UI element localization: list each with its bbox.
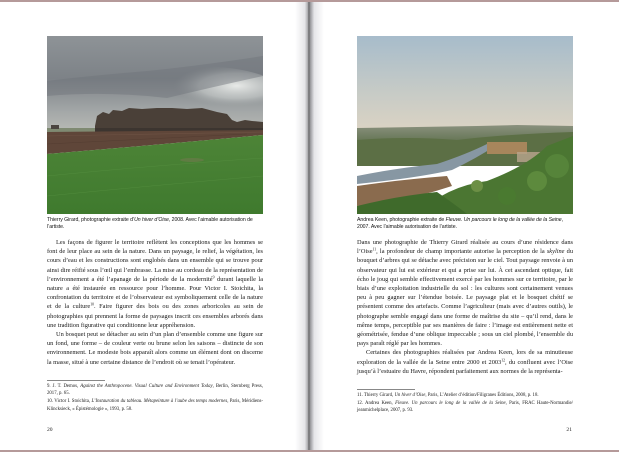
italic-text: skyline xyxy=(546,248,565,256)
paragraph xyxy=(357,348,573,376)
caption-text-end: , 2008. Avec l’aimable autorisation de l’artiste. xyxy=(47,217,253,230)
footnote xyxy=(47,398,263,413)
text-run: Les façons de figurer le territoire reflètent les conceptions que les hommes se font de leur place au sein de la nature. Dans un paysage, le relief, la végétation, les cours d’eau et les constructions sont englobés dans un ensemble qui se trouve pour ainsi dire réifié sous l’œil qui l’embrasse. La mise au cordeau de la représentation de l’environnement a été l’apanage de la période de la modernité xyxy=(47,239,263,283)
footnotes xyxy=(357,392,573,415)
text-run: durant laquelle la nature a été instaurée en ressource pour l’homme. Pour Victor I. Stoichita, la confrontation du territoire et de l’observateur est symboliquement celle de la nature et de la culture xyxy=(47,275,264,311)
footnote-text: , Berlin, Sternberg Press, 2017, p. 65. xyxy=(47,384,263,397)
photo-winter-landscape xyxy=(47,36,263,214)
footnote xyxy=(47,383,263,398)
body-text xyxy=(47,238,263,367)
footnote xyxy=(357,392,573,399)
text-run: , du confluent avec l’Oise jusqu’à l’estuaire du Havre, répondent parfaitement aux normes de la représenta- xyxy=(357,358,573,375)
footnote-title: L’Instauration du tableau. Métapeinture à l’aube des temps modernes xyxy=(91,399,228,405)
photo-seine-valley xyxy=(357,36,573,214)
footnote-separator xyxy=(357,389,415,390)
footnote xyxy=(357,400,573,415)
book-spine xyxy=(308,2,310,450)
photo-caption xyxy=(357,217,573,230)
footnote-reference: 12 xyxy=(501,358,506,363)
caption-title: Fleuve. Un parcours le long de la vallée de la Seine xyxy=(445,217,562,223)
footnote-reference: 10 xyxy=(90,302,95,307)
footnote-text: , Paris, L’Atelier d’édition/Filigranes Éditions, 2008, p. 18. xyxy=(425,393,539,398)
footnote-title: Against the Anthropocene. Visual Culture and Environment Today xyxy=(80,384,213,389)
page-number: 20 xyxy=(47,427,53,433)
footnote-title: Un hiver d’Oise xyxy=(394,393,426,398)
paragraph xyxy=(47,238,263,330)
caption-text-end: , 2007. Avec l’aimable autorisation de l’artiste. xyxy=(357,217,563,230)
body-text xyxy=(357,238,573,376)
text-run: Certaines des photographies réalisées par Andrea Keen, lors de sa minutieuse exploration de la vallée de la Seine entre 2000 et 2003 xyxy=(357,349,573,366)
photo-seine-valley-image xyxy=(357,36,573,214)
right-page xyxy=(310,2,619,450)
caption-title: Un hiver d’Oise xyxy=(134,217,169,223)
photo-caption xyxy=(47,217,263,230)
footnote-text: , Paris, Méridiens-Klincksieck, « Épistémologie », 1993, p. 58. xyxy=(47,399,263,412)
paragraph xyxy=(357,238,573,348)
footnote-text: 11. Thierry Girard, xyxy=(357,393,395,398)
footnote-separator xyxy=(47,380,105,381)
footnote-text: 9. J. T. Demos, xyxy=(47,384,81,389)
text-run: du bouquet d’arbres qui se détache avec précision sur le ciel. Tout paysage renvoie à un observateur qui lui est extérieur et qui a prise sur lui. À cet ascendant optique, fait écho le joug qui semble effectivement exercé par les hommes sur ce territoire, par le biais d’une exploitation industrielle du sol : les cultures sont certainement venues peu à peu gagner sur l’étendue boisée. Le paysage plat et le bosquet chétif se présentent comme des artefacts. Comme l’agriculteur (mais avec d’autres outils), le photographe semble engagé dans une forme de maîtrise du site – qu’il rend, dans le même temps, perceptible par ses manières de faire : l’image est entièrement nette et géométrisée, fendue d’une oblique impeccable ; sous un ciel plombé, l’ensemble du pays paraît réglé par les hommes. xyxy=(357,248,573,348)
footnote-text: 10. Victor I. Stoichita, xyxy=(47,399,92,405)
paragraph xyxy=(47,330,263,367)
gutter-shadow xyxy=(310,2,324,450)
footnote-reference: 11 xyxy=(372,247,377,252)
gutter-shadow xyxy=(295,2,309,450)
caption-text: Andrea Keen, photographie extraite de xyxy=(357,217,446,223)
left-page xyxy=(0,2,309,450)
text-run: . Faire figurer des bois ou des zones arboricoles au sein de photographies qui prennent la forme de paysages inscrit ces ensembles arborés dans une tradition figurative qui conditionne leur appréhension. xyxy=(47,303,264,329)
text-run: Un bosquet peut se détacher au sein d’un plan d’ensemble comme une figure sur un fond, une forme – de couleur verte ou brune selon les saisons – distincte de son environnement. Le modeste bois apparaît alors comme un élément dont on discerne la masse, situé à une certaine distance de l’endroit où se tenait l’opérateur. xyxy=(47,331,263,366)
footnotes xyxy=(47,383,263,414)
page-number: 21 xyxy=(566,427,572,433)
text-run: Dans une photographie de Thierry Girard réalisée au cours d’une résidence dans l’Oise xyxy=(357,239,573,256)
footnote-text: , Paris, FRAC Haute-Normandie/ jeanmichelplace, 2007, p. 93. xyxy=(357,401,573,414)
footnote-reference: 9 xyxy=(212,275,215,280)
caption-text: Thierry Girard, photographie extraite d’ xyxy=(47,217,135,223)
footnote-title: Fleuve. Un parcours le long de la vallée de la Seine xyxy=(395,401,506,406)
text-run: , la profondeur de champ importante autorise la perception de la xyxy=(376,248,547,256)
footnote-text: 12. Andrea Keen, xyxy=(357,401,396,406)
photo-winter-landscape-image xyxy=(47,36,263,214)
